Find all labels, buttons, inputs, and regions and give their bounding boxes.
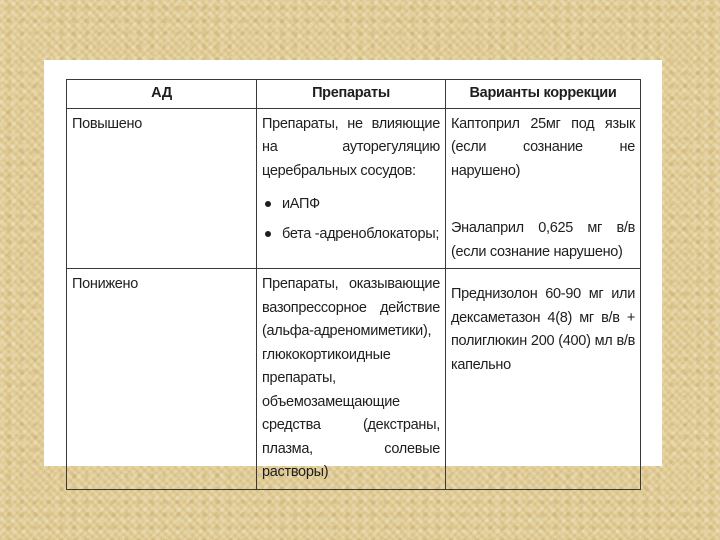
drugs-cell: [257, 269, 446, 490]
drugs-list: [262, 189, 440, 249]
list-item: иАПФ: [262, 189, 440, 219]
drugs-description: Препараты, не влияющие на ауторегуляцию церебральных сосудов:: [262, 115, 440, 179]
table-row: [67, 269, 641, 490]
condition-label: Понижено: [72, 276, 139, 292]
correction-text: Эналаприл 0,625 мг в/в (если сознание нарушено): [451, 220, 635, 260]
drugs-cell: [257, 108, 446, 269]
condition-cell: [67, 108, 257, 269]
corrections-cell: [446, 108, 641, 269]
correction-text: Преднизолон 60-90 мг или дексаметазон 4(8) мг в/в + полиглюкин 200 (400) мл в/в капельно: [451, 286, 635, 373]
correction-text: Каптоприл 25мг под язык (если сознание не нарушено): [451, 115, 635, 179]
header-drugs: Препараты: [257, 80, 446, 109]
condition-cell: [67, 269, 257, 490]
corrections-cell: [446, 269, 641, 490]
header-corrections: Варианты коррекции: [446, 80, 641, 109]
condition-label: Повышено: [72, 115, 142, 132]
treatment-table: [66, 79, 641, 490]
list-item: бета -адреноблокаторы;: [262, 219, 440, 249]
slide: [44, 60, 662, 480]
drugs-description: Препараты, оказывающие вазопрессорное действие (альфа-адреномиметики), глюкокортикоидные препараты, объемозамещающие средства (декстраны, плазма, солевые растворы): [262, 276, 440, 480]
table-row: [67, 108, 641, 269]
header-bp: АД: [67, 80, 257, 109]
table-header-row: [67, 80, 641, 109]
